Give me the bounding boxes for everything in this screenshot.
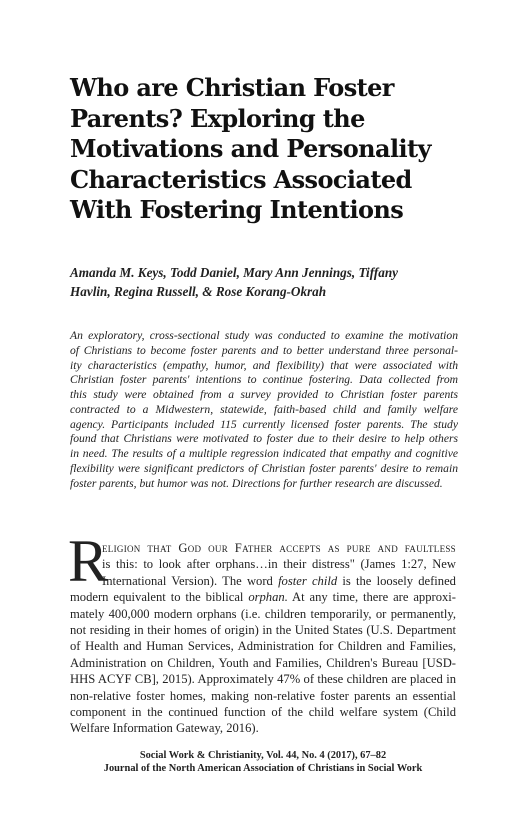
abstract-line: flexibility were significant predictors of Christian foster parents' desire to remain — [70, 461, 458, 475]
abstract — [70, 329, 458, 491]
body-line: of Health and Human Services, Administration for Children and Families, — [70, 639, 456, 654]
body-text-run: At any time, there are approxi- — [287, 590, 456, 605]
body-line: eligion that God our Father accepts as pure and faultless — [102, 541, 456, 555]
body-line: not residing in their homes of origin) in the United States (U.S. Department — [70, 623, 456, 638]
abstract-line: in need. The results of a multiple regression indicated that empathy and cognitive — [70, 447, 458, 460]
body-line — [70, 589, 456, 605]
body-text-run: modern equivalent to the biblical — [70, 590, 249, 605]
abstract-line: found that Christians were motivated to foster due to their desire to help others — [70, 432, 458, 446]
emphasis: foster child — [278, 573, 338, 588]
author-list — [70, 263, 470, 301]
body-line: is this: to look after orphans…in their distress" (James 1:27, New — [102, 557, 456, 572]
article-title — [70, 73, 490, 226]
journal-footer — [0, 749, 526, 775]
abstract-line: ity characteristics (empathy, humor, and flexibility) that were associated with — [70, 358, 458, 372]
body-line: component in the continued function of the child welfare system (Child — [70, 705, 456, 720]
abstract-line: agency. Participants included 115 currently licensed foster parents. The study — [70, 417, 458, 431]
body-line: HHS ACYF CB], 2015). Approximately 47% of these children are placed in — [70, 672, 456, 687]
title-line: Parents? Exploring the — [70, 103, 365, 133]
body-line: Administration on Children, Youth and Families, Children's Bureau [USD- — [70, 655, 456, 670]
abstract-line: An exploratory, cross-sectional study was conducted to examine the motivation — [70, 329, 458, 342]
abstract-line: contracted to a Midwestern, statewide, faith-based child and family welfare — [70, 402, 458, 416]
author-line: Havlin, Regina Russell, & Rose Korang-Okrah — [70, 284, 327, 299]
emphasis: orphan. — [248, 590, 288, 605]
body-line: mately 400,000 modern orphans (i.e. children temporarily, or permanently, — [70, 606, 456, 621]
body-line: non-relative foster homes, making non-relative foster parents an essential — [70, 688, 456, 703]
body-line: Welfare Information Gateway, 2016). — [70, 721, 259, 736]
abstract-line: foster parents, but humor was not. Directions for further research are discussed. — [70, 476, 443, 490]
body-text-run: is the loosely defined — [337, 573, 456, 588]
abstract-line: of Christians to become foster parents and to better understand three personal- — [70, 343, 458, 357]
title-line: With Fostering Intentions — [70, 195, 404, 224]
body-text — [70, 540, 456, 737]
author-line: Amanda M. Keys, Todd Daniel, Mary Ann Jennings, Tiffany — [70, 265, 399, 280]
body-line — [70, 573, 456, 589]
citation-line: Social Work & Christianity, Vol. 44, No. 4 (2017), 67–82 — [139, 750, 387, 761]
journal-line: Journal of the North American Association of Christians in Social Work — [103, 763, 423, 774]
abstract-line: this study were obtained from a survey provided to Christian foster parents — [70, 388, 458, 401]
title-line: Motivations and Personality — [70, 134, 431, 163]
body-text-run: International Version). The word — [102, 573, 279, 588]
title-line: Characteristics Associated — [70, 164, 412, 194]
drop-cap: R — [68, 528, 109, 594]
abstract-line: Christian foster parents' intentions to continue fostering. Data collected from — [70, 373, 458, 387]
title-line: Who are Christian Foster — [70, 73, 394, 102]
